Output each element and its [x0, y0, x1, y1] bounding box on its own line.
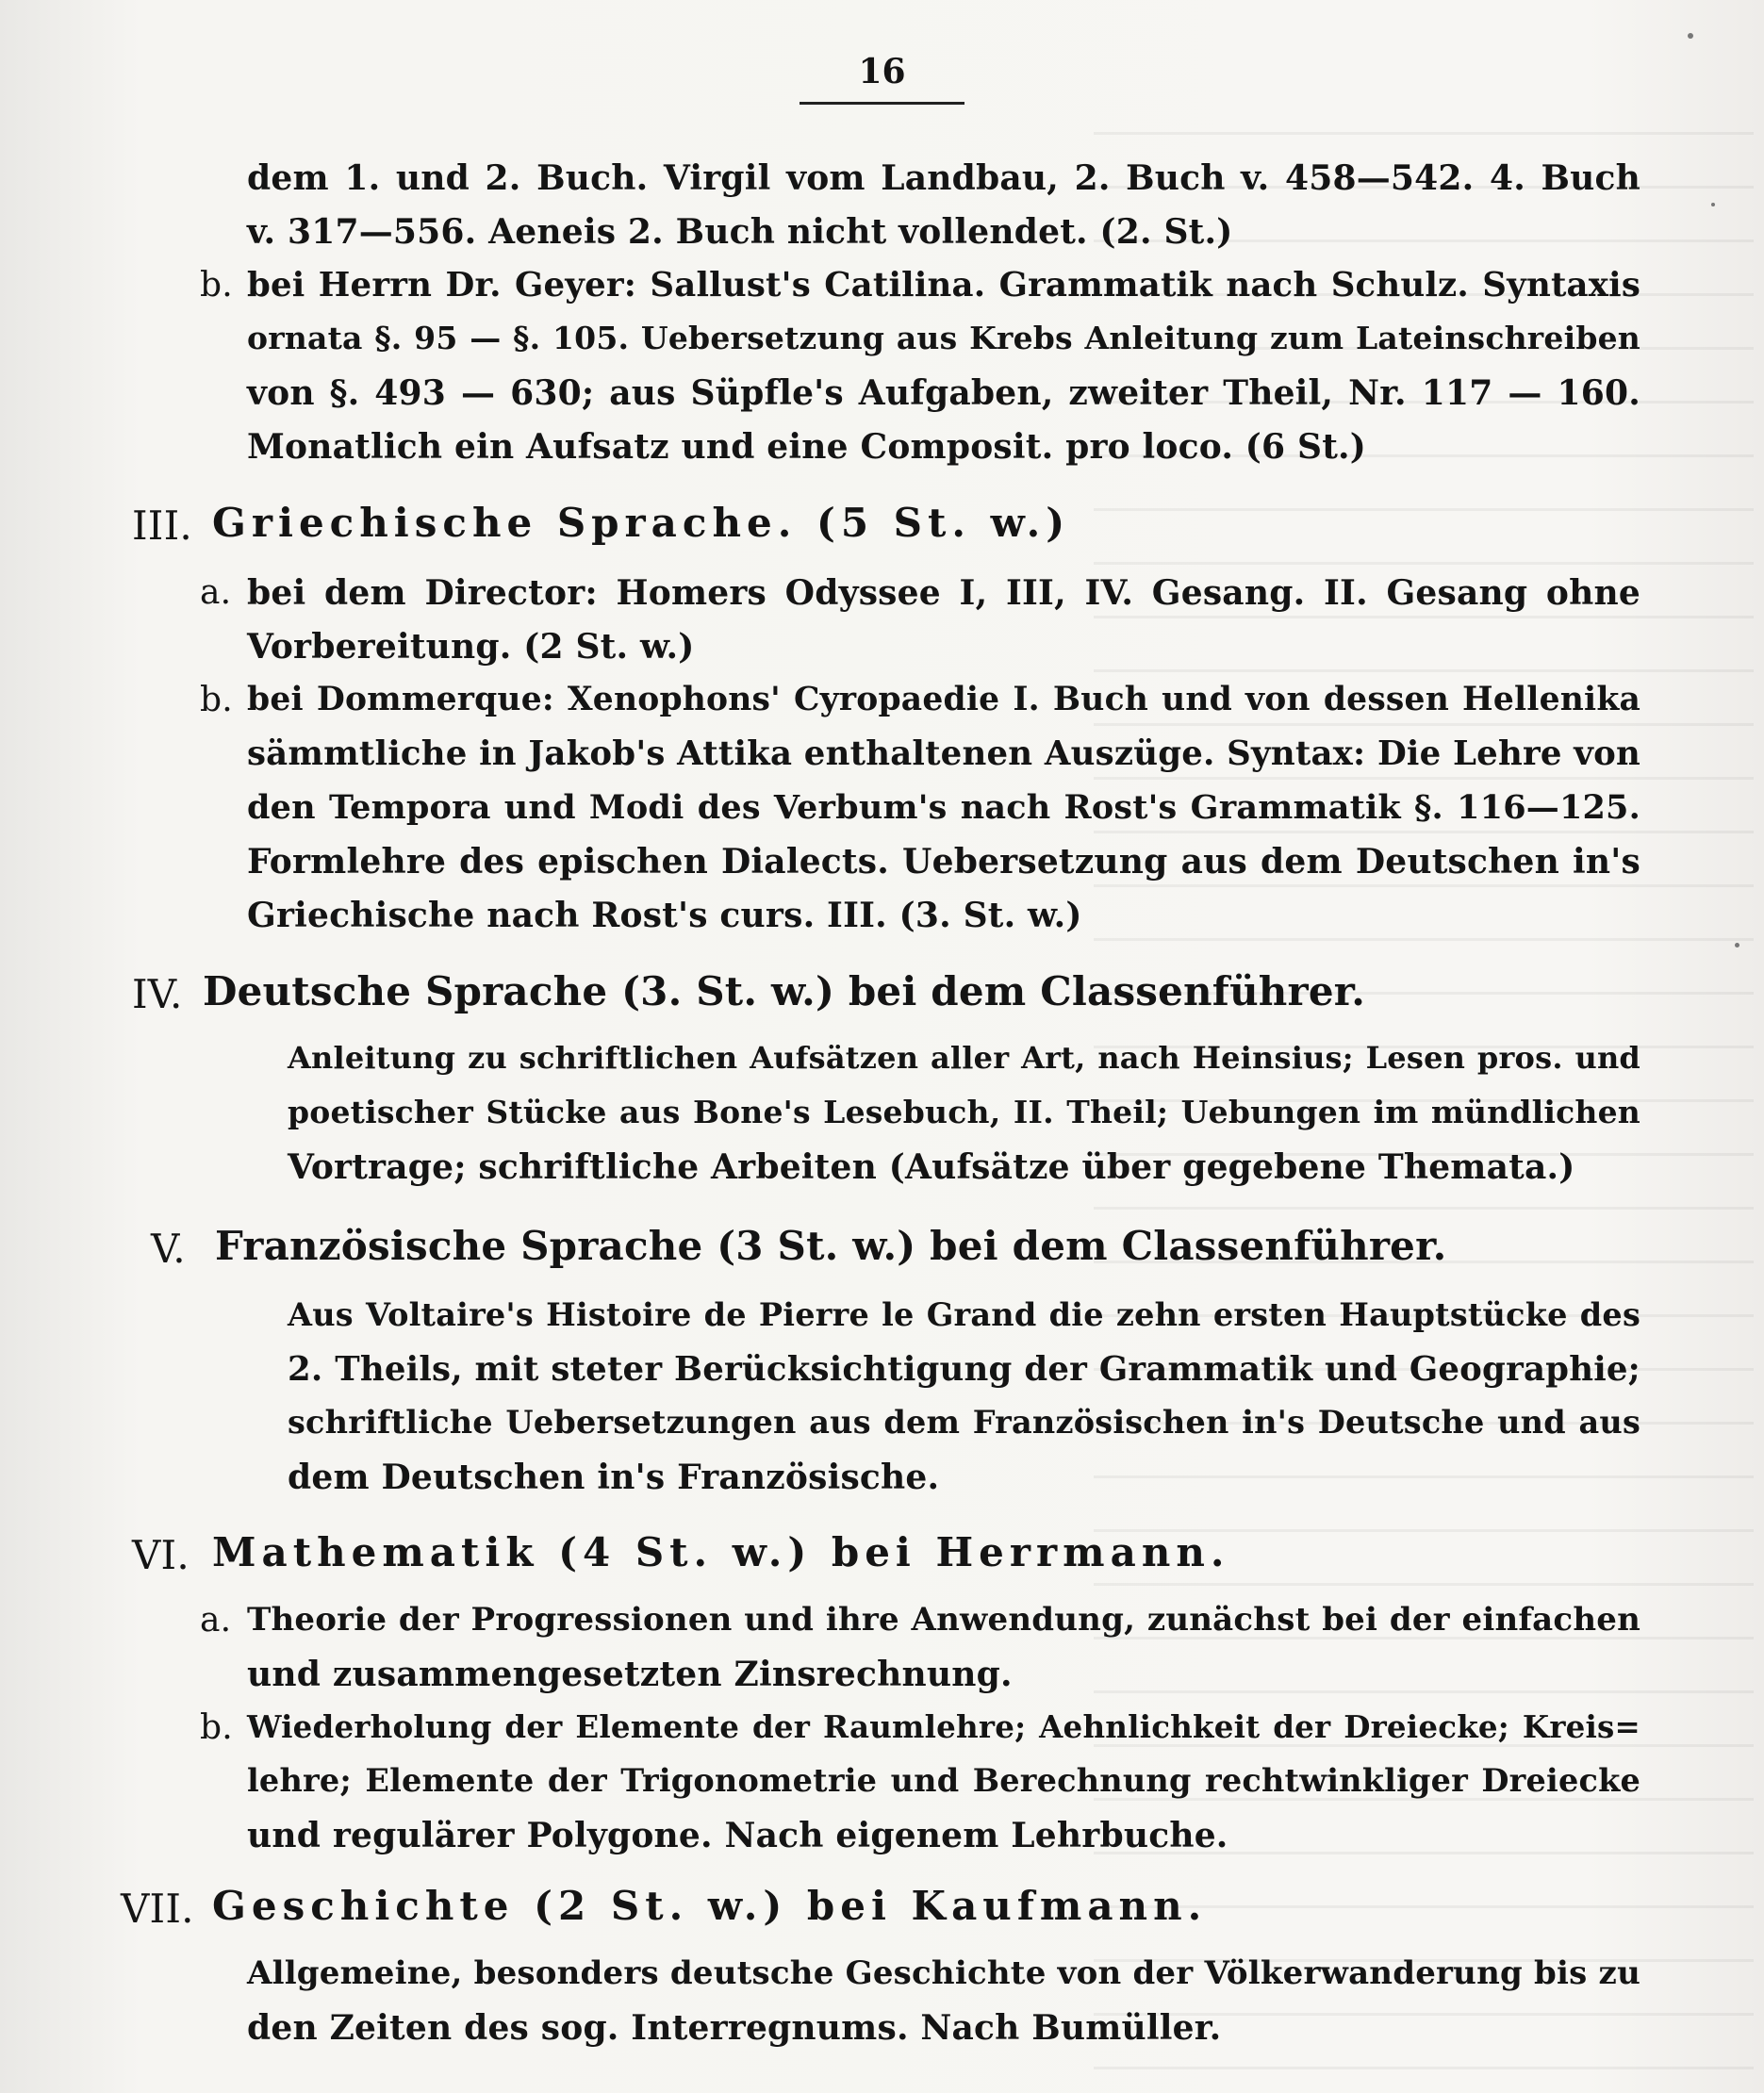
list-marker: b.	[200, 266, 233, 305]
text-line: den Tempora und Modi des Verbum's nach Rost's Grammatik §. 116—125.	[247, 788, 1640, 827]
text-line: Formlehre des epischen Dialects. Uebersetzung aus dem Deutschen in's	[247, 842, 1640, 882]
list-marker: a.	[200, 573, 232, 612]
text-line: lehre; Elemente der Trigonometrie und Berechnung rechtwinkliger Dreiecke	[247, 1762, 1640, 1799]
text-line: und regulärer Polygone. Nach eigenem Lehrbuche.	[247, 1816, 1228, 1855]
text-line: Vortrage; schriftliche Arbeiten (Aufsätze über gegebene Themata.)	[288, 1147, 1575, 1187]
text-line: v. 317—556. Aeneis 2. Buch nicht vollendet. (2. St.)	[247, 212, 1233, 252]
text-line: bei Herrn Dr. Geyer: Sallust's Catilina. Grammatik nach Schulz. Syntaxis	[247, 266, 1640, 305]
text-line: bei Dommerque: Xenophons' Cyropaedie I. Buch und von dessen Hellenika	[247, 681, 1640, 718]
text-line: Anleitung zu schriftlichen Aufsätzen aller Art, nach Heinsius; Lesen pros. und	[288, 1040, 1640, 1076]
text-line: von §. 493 — 630; aus Süpfle's Aufgaben, zweiter Theil, Nr. 117 — 160.	[247, 373, 1640, 413]
text-line: poetischer Stücke aus Bone's Lesebuch, II. Theil; Uebungen im mündlichen	[288, 1094, 1640, 1130]
speck	[1735, 943, 1739, 948]
page-number-rule	[800, 102, 964, 105]
text-line: Allgemeine, besonders deutsche Geschichte von der Völkerwanderung bis zu	[247, 1954, 1640, 1992]
speck	[1688, 33, 1693, 39]
text-line: ornata §. 95 — §. 105. Uebersetzung aus Krebs Anleitung zum Lateinschreiben	[247, 320, 1640, 356]
section-number: IV.	[132, 971, 183, 1017]
section-heading: Deutsche Sprache (3. St. w.) bei dem Classenführer.	[203, 968, 1366, 1014]
text-line: den Zeiten des sog. Interregnums. Nach Bumüller.	[247, 2008, 1222, 2048]
text-line: Vorbereitung. (2 St. w.)	[247, 627, 695, 667]
section-number: VI.	[132, 1532, 190, 1578]
text-line: Wiederholung der Elemente der Raumlehre; Aehnlichkeit der Dreiecke; Kreis=	[247, 1708, 1640, 1745]
text-line: und zusammengesetzten Zinsrechnung.	[247, 1655, 1013, 1694]
text-line: 2. Theils, mit steter Berücksichtigung der Grammatik und Geographie;	[288, 1350, 1640, 1389]
text-line: Theorie der Progressionen und ihre Anwendung, zunächst bei der einfachen	[247, 1601, 1640, 1639]
speck	[1711, 203, 1715, 206]
list-marker: b.	[200, 1708, 233, 1747]
text-line: Griechische nach Rost's curs. III. (3. St. w.)	[247, 896, 1082, 935]
text-line: Monatlich ein Aufsatz und eine Composit. pro loco. (6 St.)	[247, 427, 1367, 467]
section-heading: Französische Sprache (3 St. w.) bei dem Classenführer.	[215, 1223, 1447, 1269]
text-line: bei dem Director: Homers Odyssee I, III, IV. Gesang. II. Gesang ohne	[247, 573, 1640, 613]
text-line: dem Deutschen in's Französische.	[288, 1458, 940, 1497]
section-heading: Geschichte (2 St. w.) bei Kaufmann.	[212, 1883, 1208, 1929]
text-line: Aus Voltaire's Histoire de Pierre le Grand die zehn ersten Hauptstücke des	[288, 1296, 1640, 1333]
text-line: sämmtliche in Jakob's Attika enthaltenen Auszüge. Syntax: Die Lehre von	[247, 734, 1640, 773]
section-number: V.	[151, 1226, 186, 1272]
list-marker: b.	[200, 681, 233, 719]
section-number: III.	[132, 503, 192, 549]
section-heading: Mathematik (4 St. w.) bei Herrmann.	[212, 1529, 1230, 1575]
text-line: schriftliche Uebersetzungen aus dem Französischen in's Deutsche und aus	[288, 1404, 1640, 1441]
section-heading: Griechische Sprache. (5 St. w.)	[212, 500, 1071, 546]
list-marker: a.	[200, 1601, 232, 1640]
section-number: VII.	[121, 1886, 194, 1932]
text-line: dem 1. und 2. Buch. Virgil vom Landbau, 2. Buch v. 458—542. 4. Buch	[247, 158, 1640, 198]
page-number: 16	[858, 52, 906, 91]
